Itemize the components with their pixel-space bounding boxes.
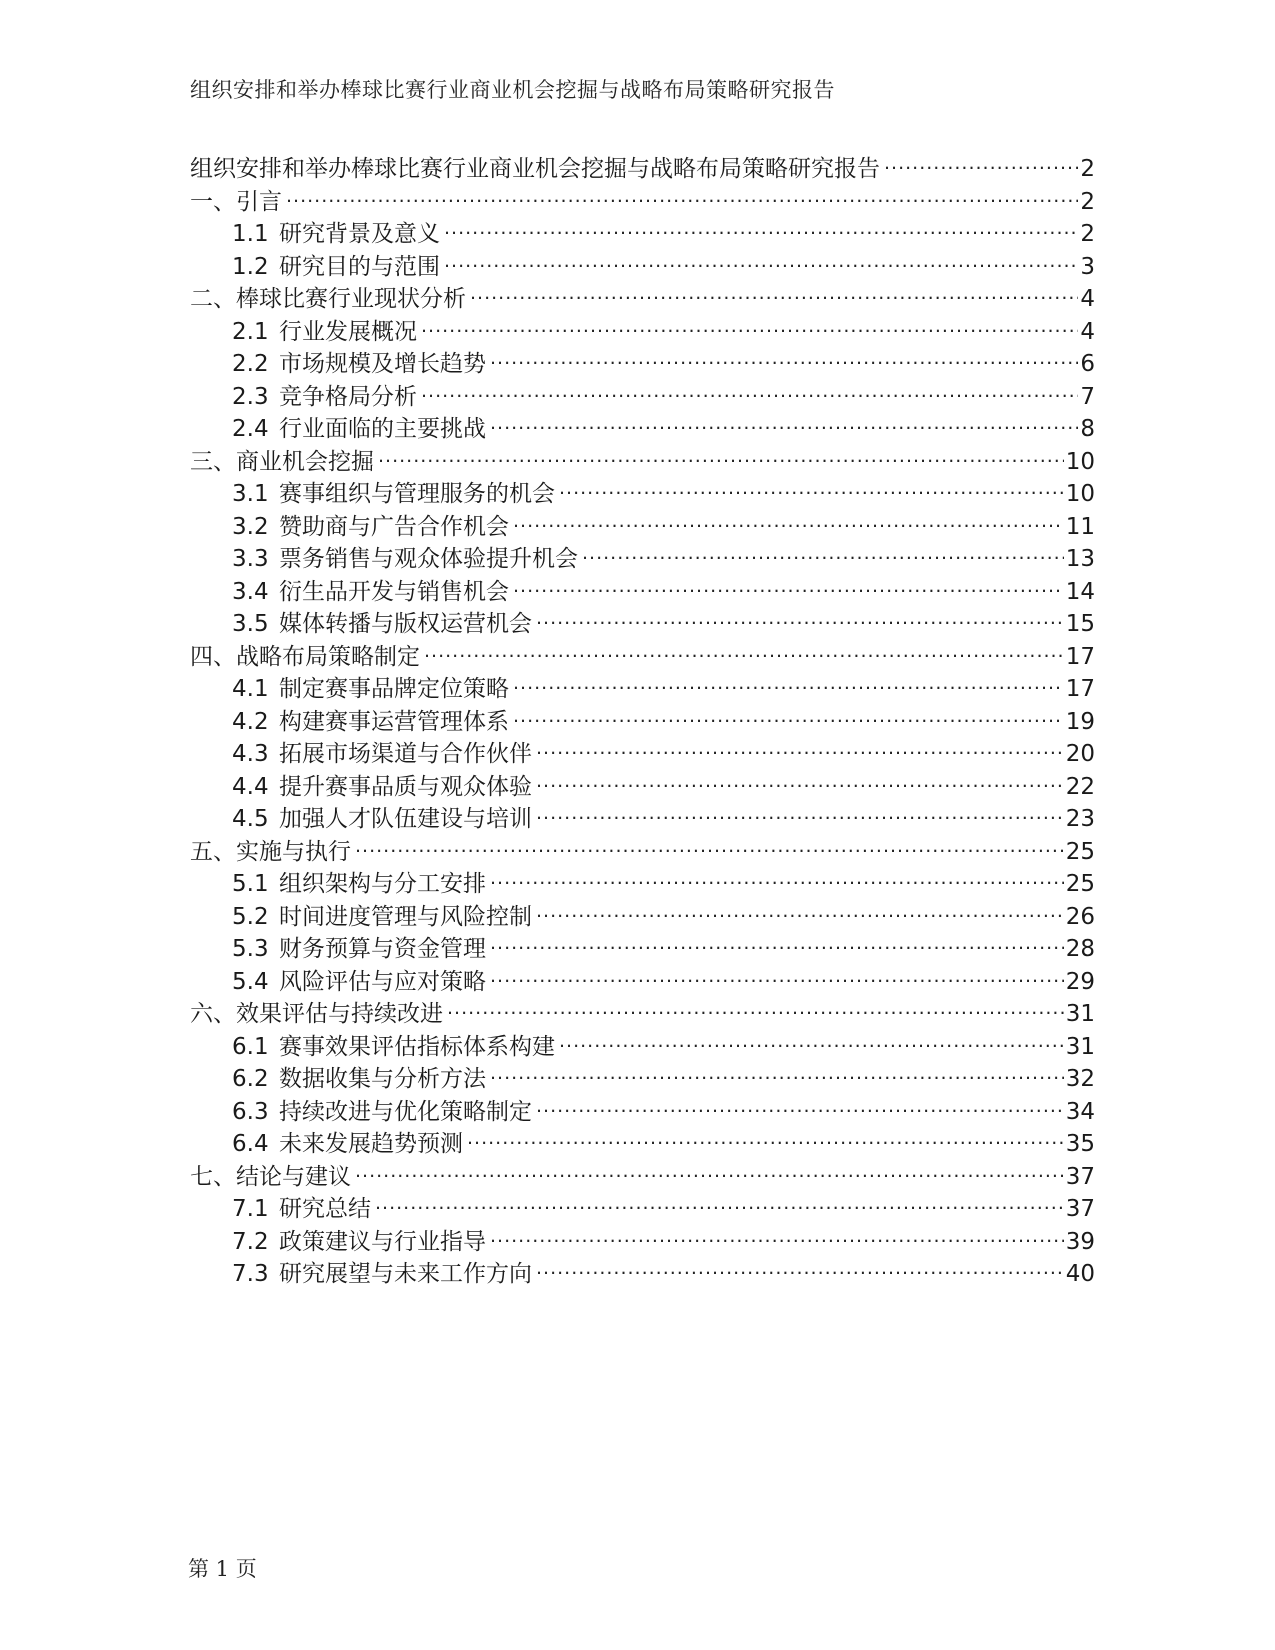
toc-entry-title: 五、实施与执行 <box>190 838 351 865</box>
toc-entry-title: 研究展望与未来工作方向 <box>279 1261 532 1287</box>
toc-entry-number: 7.2 <box>232 1228 269 1255</box>
toc-entry-section[interactable] <box>190 1125 1095 1158</box>
toc-entry-page-number: 13 <box>1065 546 1095 572</box>
toc-entry-page-number: 15 <box>1065 611 1095 637</box>
toc-entry-section[interactable] <box>190 703 1095 736</box>
dot-leader <box>559 478 1064 501</box>
dot-leader <box>470 283 1078 306</box>
toc-entry-title: 加强人才队伍建设与培训 <box>279 806 532 832</box>
toc-entry-page-number: 17 <box>1065 643 1095 670</box>
toc-entry-title: 未来发展趋势预测 <box>279 1131 463 1157</box>
toc-entry-number: 5.1 <box>232 871 269 897</box>
running-header: 组织安排和举办棒球比赛行业商业机会挖掘与战略布局策略研究报告 <box>190 78 835 102</box>
toc-entry-title: 赛事效果评估指标体系构建 <box>279 1033 555 1060</box>
toc-entry-title: 拓展市场渠道与合作伙伴 <box>279 741 532 767</box>
toc-entry-title: 票务销售与观众体验提升机会 <box>279 546 578 572</box>
toc-entry-number: 3.2 <box>232 513 269 540</box>
toc-entry-title: 三、商业机会挖掘 <box>190 448 374 475</box>
toc-entry-chapter[interactable] <box>190 443 1095 476</box>
toc-entry-number: 2.1 <box>232 318 269 345</box>
toc-entry-title: 研究目的与范围 <box>279 253 440 280</box>
dot-leader <box>536 901 1064 924</box>
dot-leader <box>490 1063 1064 1086</box>
toc-entry-title: 组织安排和举办棒球比赛行业商业机会挖掘与战略布局策略研究报告 <box>190 156 880 182</box>
toc-entry-title: 风险评估与应对策略 <box>279 968 486 995</box>
toc-entry-number: 6.4 <box>232 1131 269 1157</box>
toc-entry-title: 财务预算与资金管理 <box>279 936 486 962</box>
toc-entry-chapter[interactable] <box>190 280 1095 313</box>
dot-leader <box>424 641 1064 664</box>
toc-entry-section[interactable] <box>190 1093 1095 1126</box>
toc-entry-section[interactable] <box>190 768 1095 801</box>
toc-entry-number: 3.5 <box>232 611 269 637</box>
toc-entry-title: 研究背景及意义 <box>279 221 440 247</box>
toc-entry-chapter[interactable] <box>190 995 1095 1028</box>
toc-entry-page-number: 31 <box>1065 1001 1095 1027</box>
toc-entry-section[interactable] <box>190 1060 1095 1093</box>
dot-leader <box>355 836 1064 859</box>
toc-entry-title: 时间进度管理与风险控制 <box>279 903 532 930</box>
toc-entry-number: 3.4 <box>232 578 269 605</box>
toc-entry-section[interactable] <box>190 735 1095 768</box>
toc-entry-section[interactable] <box>190 1190 1095 1223</box>
toc-entry-chapter[interactable] <box>190 183 1095 216</box>
toc-entry-page-number: 20 <box>1065 741 1095 767</box>
toc-entry-number: 5.3 <box>232 936 269 962</box>
toc-entry-title: 衍生品开发与销售机会 <box>279 578 509 605</box>
toc-entry-section[interactable] <box>190 345 1095 378</box>
toc-entry-number: 6.3 <box>232 1098 269 1125</box>
toc-entry-page-number: 4 <box>1080 318 1095 345</box>
toc-entry-page-number: 19 <box>1065 708 1095 735</box>
toc-entry-page-number: 28 <box>1065 936 1095 962</box>
dot-leader <box>378 446 1064 469</box>
toc-entry-page-number: 34 <box>1065 1098 1095 1125</box>
toc-entry-title: 赞助商与广告合作机会 <box>279 513 509 540</box>
toc-entry-title: 提升赛事品质与观众体验 <box>279 773 532 800</box>
dot-leader <box>536 608 1064 631</box>
toc-entry-section[interactable] <box>190 378 1095 411</box>
dot-leader <box>513 706 1064 729</box>
toc-entry-page-number: 32 <box>1065 1066 1095 1092</box>
table-of-contents <box>190 150 1095 1288</box>
toc-entry-page-number: 22 <box>1065 773 1095 800</box>
toc-entry-section[interactable] <box>190 670 1095 703</box>
toc-entry-page-number: 7 <box>1080 383 1095 410</box>
toc-entry-title: 组织架构与分工安排 <box>279 871 486 897</box>
toc-entry-title: 六、效果评估与持续改进 <box>190 1001 443 1027</box>
dot-leader <box>444 251 1078 274</box>
toc-entry-number: 2.3 <box>232 383 269 410</box>
toc-entry-number: 4.5 <box>232 806 269 832</box>
toc-entry-title: 制定赛事品牌定位策略 <box>279 676 509 702</box>
toc-entry-page-number: 2 <box>1080 188 1095 215</box>
toc-entry-page-number: 25 <box>1065 838 1095 865</box>
dot-leader <box>490 348 1078 371</box>
dot-leader <box>444 218 1078 241</box>
dot-leader <box>355 1161 1064 1184</box>
toc-entry-section[interactable] <box>190 1223 1095 1256</box>
dot-leader <box>490 1226 1064 1249</box>
toc-entry-title: 媒体转播与版权运营机会 <box>279 611 532 637</box>
toc-entry-page-number: 10 <box>1065 448 1095 475</box>
toc-entry-page-number: 14 <box>1065 578 1095 605</box>
toc-entry-section[interactable] <box>190 215 1095 248</box>
toc-entry-chapter[interactable] <box>190 833 1095 866</box>
toc-entry-chapter[interactable] <box>190 638 1095 671</box>
toc-entry-section[interactable] <box>190 963 1095 996</box>
dot-leader <box>490 868 1064 891</box>
toc-entry-page-number: 2 <box>1080 156 1095 182</box>
toc-entry-section[interactable] <box>190 1028 1095 1061</box>
toc-entry-title: 赛事组织与管理服务的机会 <box>279 481 555 507</box>
toc-entry-section[interactable] <box>190 475 1095 508</box>
dot-leader <box>286 186 1078 209</box>
toc-entry-number: 5.2 <box>232 903 269 930</box>
dot-leader <box>490 966 1064 989</box>
toc-entry-number: 2.2 <box>232 351 269 377</box>
toc-entry-page-number: 4 <box>1080 286 1095 312</box>
toc-entry-title: 构建赛事运营管理体系 <box>279 708 509 735</box>
toc-entry-section[interactable] <box>190 410 1095 443</box>
toc-entry-page-number: 26 <box>1065 903 1095 930</box>
toc-entry-page-number: 11 <box>1065 513 1095 540</box>
toc-entry-title: 政策建议与行业指导 <box>279 1228 486 1255</box>
toc-entry-page-number: 29 <box>1065 968 1095 995</box>
toc-entry-page-number: 8 <box>1080 416 1095 442</box>
toc-entry-section[interactable] <box>190 313 1095 346</box>
toc-entry-title: 竞争格局分析 <box>279 383 417 410</box>
toc-entry-chapter[interactable] <box>190 150 1095 183</box>
toc-entry-section[interactable] <box>190 540 1095 573</box>
toc-entry-page-number: 6 <box>1080 351 1095 377</box>
toc-entry-page-number: 40 <box>1065 1261 1095 1287</box>
toc-entry-chapter[interactable] <box>190 1158 1095 1191</box>
dot-leader <box>513 673 1064 696</box>
toc-entry-page-number: 10 <box>1065 481 1095 507</box>
toc-entry-section[interactable] <box>190 248 1095 281</box>
toc-entry-number: 2.4 <box>232 416 269 442</box>
toc-entry-page-number: 31 <box>1065 1033 1095 1060</box>
dot-leader <box>375 1193 1064 1216</box>
toc-entry-title: 行业发展概况 <box>279 318 417 345</box>
toc-entry-number: 4.3 <box>232 741 269 767</box>
dot-leader <box>421 316 1078 339</box>
toc-entry-number: 3.1 <box>232 481 269 507</box>
toc-entry-section[interactable] <box>190 800 1095 833</box>
toc-entry-section[interactable] <box>190 573 1095 606</box>
toc-entry-page-number: 17 <box>1065 676 1095 702</box>
toc-entry-number: 6.1 <box>232 1033 269 1060</box>
toc-entry-section[interactable] <box>190 508 1095 541</box>
toc-entry-number: 7.3 <box>232 1261 269 1287</box>
toc-entry-page-number: 35 <box>1065 1131 1095 1157</box>
toc-entry-title: 行业面临的主要挑战 <box>279 416 486 442</box>
toc-entry-title: 数据收集与分析方法 <box>279 1066 486 1092</box>
dot-leader <box>447 998 1064 1021</box>
dot-leader <box>536 1096 1064 1119</box>
dot-leader <box>582 543 1064 566</box>
toc-entry-title: 一、引言 <box>190 188 282 215</box>
toc-entry-title: 四、战略布局策略制定 <box>190 643 420 670</box>
toc-entry-number: 4.2 <box>232 708 269 735</box>
toc-entry-page-number: 39 <box>1065 1228 1095 1255</box>
toc-entry-number: 3.3 <box>232 546 269 572</box>
dot-leader <box>467 1128 1064 1151</box>
toc-entry-number: 1.1 <box>232 221 269 247</box>
dot-leader <box>490 933 1064 956</box>
dot-leader <box>421 381 1078 404</box>
toc-entry-number: 4.1 <box>232 676 269 702</box>
dot-leader <box>884 153 1078 176</box>
toc-entry-title: 持续改进与优化策略制定 <box>279 1098 532 1125</box>
toc-entry-number: 6.2 <box>232 1066 269 1092</box>
toc-entry-number: 7.1 <box>232 1196 269 1222</box>
dot-leader <box>536 738 1064 761</box>
toc-entry-section[interactable] <box>190 1255 1095 1288</box>
dot-leader <box>536 803 1064 826</box>
page-footer: 第 1 页 <box>188 1557 257 1581</box>
toc-entry-page-number: 25 <box>1065 871 1095 897</box>
toc-entry-section[interactable] <box>190 605 1095 638</box>
toc-entry-page-number: 37 <box>1065 1163 1095 1190</box>
toc-entry-number: 1.2 <box>232 253 269 280</box>
dot-leader <box>513 511 1064 534</box>
dot-leader <box>559 1031 1064 1054</box>
toc-entry-section[interactable] <box>190 898 1095 931</box>
toc-entry-title: 二、棒球比赛行业现状分析 <box>190 286 466 312</box>
toc-entry-number: 4.4 <box>232 773 269 800</box>
toc-entry-page-number: 37 <box>1065 1196 1095 1222</box>
toc-entry-page-number: 23 <box>1065 806 1095 832</box>
toc-entry-title: 市场规模及增长趋势 <box>279 351 486 377</box>
dot-leader <box>536 1258 1064 1281</box>
toc-entry-title: 七、结论与建议 <box>190 1163 351 1190</box>
dot-leader <box>490 413 1078 436</box>
toc-entry-page-number: 3 <box>1080 253 1095 280</box>
toc-entry-number: 5.4 <box>232 968 269 995</box>
toc-entry-page-number: 2 <box>1080 221 1095 247</box>
toc-entry-title: 研究总结 <box>279 1196 371 1222</box>
dot-leader <box>513 576 1064 599</box>
dot-leader <box>536 771 1064 794</box>
toc-entry-section[interactable] <box>190 865 1095 898</box>
toc-entry-section[interactable] <box>190 930 1095 963</box>
